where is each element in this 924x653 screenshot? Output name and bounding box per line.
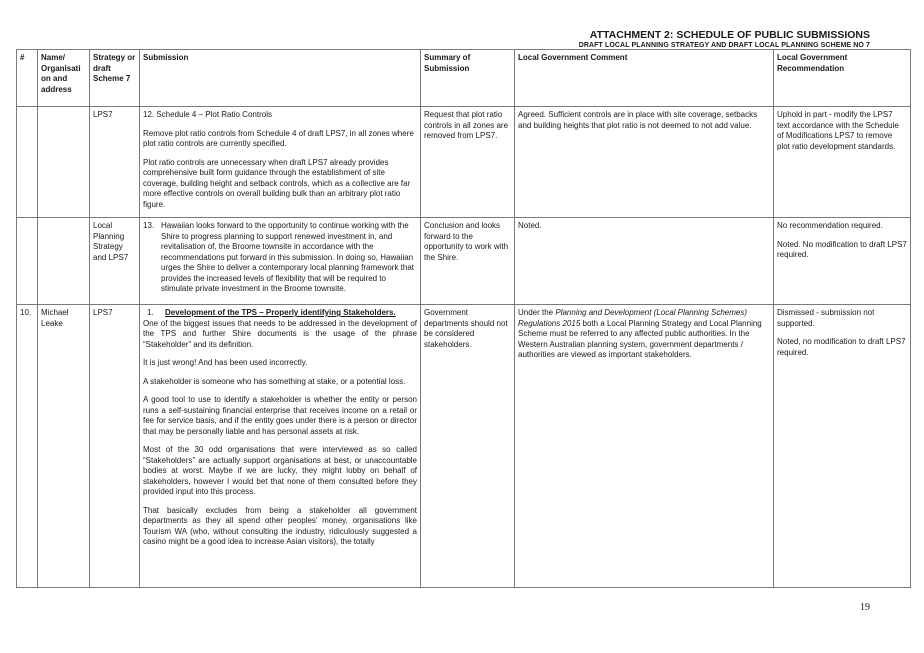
cell-submission (140, 107, 421, 218)
cell-strategy: LPS7 (90, 305, 140, 588)
cell-name: Michael Leake (38, 305, 90, 588)
cell-submission (140, 218, 421, 305)
col-header-num: # (17, 50, 38, 107)
cell-summary: Request that plot ratio controls in all zones are removed from LPS7. (421, 107, 515, 218)
comment-regulation-title: Planning and Development (Local Planning Schemes) Regulations 2015 (518, 308, 748, 328)
cell-recommendation (774, 305, 911, 588)
page-number: 19 (860, 602, 870, 613)
submission-paragraph: Plot ratio controls are unnecessary when draft LPS7 already provides comprehensive built form guidance through the establishment of site coverage, building height and setback controls, which as a collective are far more effective controls on overall building bulk than an arbitrary plot ratio figure. (143, 157, 411, 209)
col-header-comment: Local Government Comment (515, 50, 774, 107)
submission-paragraph: It is just wrong! And has been used incorrectly. (143, 358, 308, 367)
submissions-table (16, 49, 911, 588)
table-header-row (17, 50, 911, 107)
submission-number: 1. (147, 308, 154, 317)
submission-paragraph: Most of the 30 odd organisations that were interviewed as so called “Stakeholders” are actually support organisations at best, or unaccountable bodies at worst. Maybe if we are lucky, they might lobby on behalf of stakeholders, however I would bet that none of them consulted before they provided input into this process. (143, 445, 417, 496)
cell-num (17, 107, 38, 218)
cell-comment: Noted. (515, 218, 774, 305)
comment-text: Under the (518, 308, 556, 317)
submission-heading (143, 308, 417, 319)
cell-name (38, 107, 90, 218)
submission-numbered-item (143, 221, 417, 295)
submission-paragraph: A stakeholder is someone who has something at stake, or a potential loss. (143, 376, 406, 386)
submission-title: Development of the TPS – Properly identifying Stakeholders. (165, 308, 396, 317)
table-row (17, 218, 911, 305)
col-header-submission: Submission (140, 50, 421, 107)
submission-paragraph: Hawaiian looks forward to the opportunity to continue working with the Shire to progress planning to support renewed investment in, and revitalisation of, the Broome townsite in accordance with the recommendations put forward in this submission. In doing so, Hawaiian urges the Shire to deliver a contemporary local planning framework that provides the increased levels of flexibility that will be required to stimulate private investment in the Broome townsite. (161, 221, 415, 293)
recommendation-paragraph: No recommendation required. (777, 221, 883, 230)
col-header-strategy: Strategy or draft Scheme 7 (90, 50, 140, 107)
submission-paragraph: One of the biggest issues that needs to be addressed in the development of the TPS and further Shire documents is the usage of the phrase “Stakeholder” and its definition. (143, 318, 417, 349)
col-header-recommendation: Local Government Recommendation (774, 50, 911, 107)
cell-recommendation: Uphold in part - modify the LPS7 text accordance with the Schedule of Modifications LPS7 to remove plot ratio development standards. (774, 107, 911, 218)
cell-strategy: Local Planning Strategy and LPS7 (90, 218, 140, 305)
cell-num (17, 218, 38, 305)
recommendation-paragraph: Noted. No modification to draft LPS7 required. (777, 239, 907, 259)
cell-submission (140, 305, 421, 588)
submission-paragraph: Remove plot ratio controls from Schedule 4 of draft LPS7, in all zones where plot ratio controls are currently specified. (143, 128, 414, 148)
col-header-summary: Summary of Submission (421, 50, 515, 107)
recommendation-paragraph: Dismissed - submission not supported. (777, 308, 875, 328)
table-row (17, 305, 911, 588)
cell-recommendation (774, 218, 911, 305)
comment-text: both a Local Planning Strategy and Local Planning Scheme must be referred to any affected public authorities. In the Western Australian planning system, government departments / authorities are viewed as important stakeholders. (518, 318, 762, 359)
submission-title: 12. Schedule 4 – Plot Ratio Controls (143, 110, 272, 119)
cell-name (38, 218, 90, 305)
submission-number: 13. (143, 221, 155, 230)
document-title: ATTACHMENT 2: SCHEDULE OF PUBLIC SUBMISSIONS (589, 29, 870, 41)
cell-num: 10. (17, 305, 38, 588)
cell-comment: Agreed. Sufficient controls are in place with site coverage, setbacks and building heights that plot ratio is not deemed to not add value. (515, 107, 774, 218)
cell-comment (515, 305, 774, 588)
cell-summary: Conclusion and looks forward to the opportunity to work with the Shire. (421, 218, 515, 305)
submission-paragraph: A good tool to use to identify a stakeholder is whether the entity or person runs a self-sustaining financial enterprise that receives income on a retail or fee for service basis, and if the entity goes under there is a person or director that may be personally liable and has personal assets at risk. (143, 395, 417, 436)
recommendation-paragraph: Noted, no modification to draft LPS7 required. (777, 337, 906, 357)
col-header-name: Name/ Organisati on and address (38, 50, 90, 107)
cell-summary: Government departments should not be considered stakeholders. (421, 305, 515, 588)
cell-strategy: LPS7 (90, 107, 140, 218)
document-subtitle: DRAFT LOCAL PLANNING STRATEGY AND DRAFT LOCAL PLANNING SCHEME NO 7 (578, 42, 870, 49)
table-row (17, 107, 911, 218)
submission-paragraph: That basically excludes from being a stakeholder all government departments as they all spend other peoples’ money, organisations like Tourism WA (who, without consulting the industry, ridiculously suggested a casino might be a good idea to increase Asian visitors), the totally (143, 505, 417, 546)
